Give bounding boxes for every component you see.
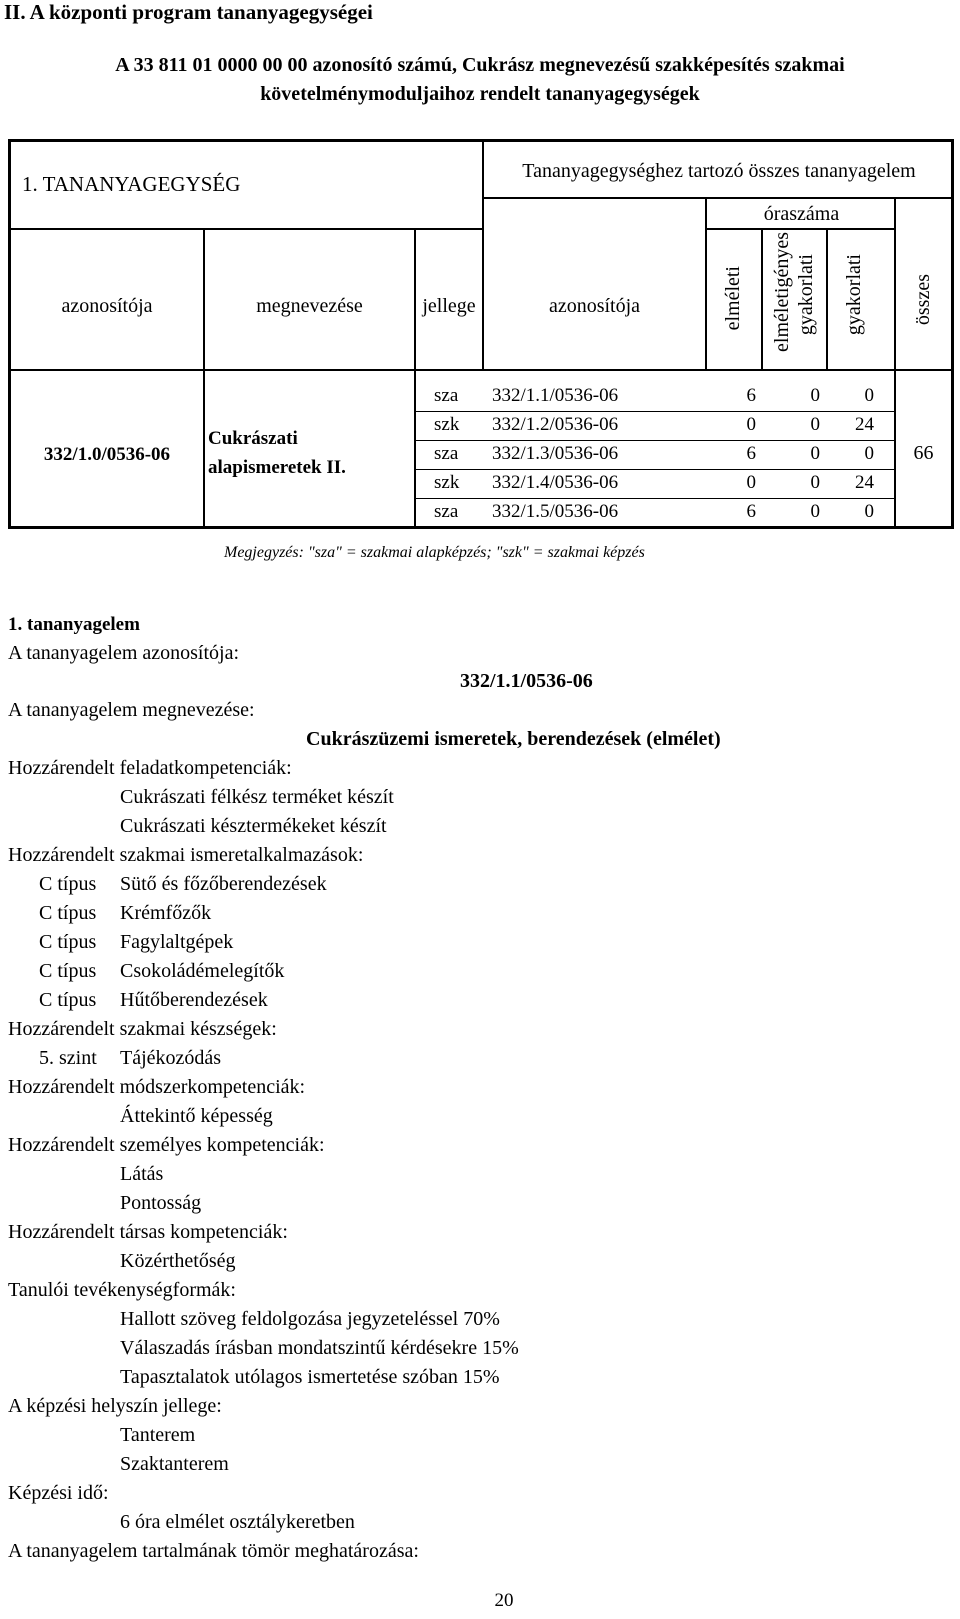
table-note: Megjegyzés: "sza" = szakmai alapképzés; "szk" = szakmai képzés [224, 544, 645, 561]
col-type: jellege [422, 295, 476, 317]
list-item: Sütő és főzőberendezések [120, 873, 327, 895]
list-item: Látás [120, 1163, 164, 1185]
list-item-level: C típus [39, 931, 97, 953]
list-item: Csokoládémelegítők [120, 960, 285, 982]
content-label: A tananyagelem tartalmának tömör meghatározása: [8, 1540, 419, 1562]
list-item-level: 5. szint [39, 1047, 97, 1069]
subtitle-line-1: A 33 811 01 0000 00 00 azonosító számú, Cukrász megnevezésű szakképesítés szakmai [115, 54, 845, 76]
list-item-level: C típus [39, 989, 97, 1011]
elements-header: Tananyagegységhez tartozó összes tananyagelem [522, 160, 916, 182]
list-item: Hallott szöveg feldolgozása jegyzeteléssel 70% [120, 1308, 500, 1330]
list-item-level: C típus [39, 902, 97, 924]
unit-id: 332/1.0/0536-06 [43, 444, 171, 465]
col-unit-name: megnevezése [256, 295, 363, 317]
list-item: Krémfőzők [120, 902, 212, 924]
hours-header: óraszáma [763, 203, 840, 225]
time-value: 6 óra elmélet osztálykeretben [120, 1511, 355, 1533]
list-item-level: C típus [39, 960, 97, 982]
col-theory-practice-2: gyakorlati [795, 254, 817, 336]
unit-title: 1. TANANYAGEGYSÉG [22, 172, 241, 196]
total-hours: 66 [913, 442, 934, 464]
location-label: A képzési helyszín jellege: [8, 1395, 222, 1417]
method-label: Hozzárendelt módszerkompetenciák: [8, 1076, 306, 1098]
activity-label: Tanulói tevékenységformák: [8, 1279, 236, 1301]
unit-name-line-2: alapismeretek II. [208, 457, 346, 478]
list-item: Tapasztalatok utólagos ismertetése szóban 15% [120, 1366, 500, 1388]
subtitle-line-2: követelménymoduljaihoz rendelt tananyagegységek [260, 83, 700, 105]
element-heading: 1. tananyagelem [8, 614, 140, 635]
knowledge-label: Hozzárendelt szakmai ismeretalkalmazások: [8, 844, 364, 866]
element-name-value: Cukrászüzemi ismeretek, berendezések (elmélet) [306, 728, 721, 750]
list-item: Közérthetőség [120, 1250, 236, 1272]
list-item: Pontosság [120, 1192, 202, 1214]
element-name-label: A tananyagelem megnevezése: [8, 699, 255, 721]
time-label: Képzési idő: [8, 1482, 109, 1504]
col-practice: gyakorlati [843, 254, 865, 336]
unit-name-line-1: Cukrászati [208, 428, 298, 449]
skills-label: Hozzárendelt szakmai készségek: [8, 1018, 277, 1040]
list-item: Áttekintő képesség [120, 1105, 273, 1127]
col-theory-practice-1: elméletigényes [771, 232, 793, 352]
list-item: Tájékozódás [120, 1047, 222, 1069]
social-label: Hozzárendelt társas kompetenciák: [8, 1221, 288, 1243]
col-theory: elméleti [722, 266, 744, 331]
personal-label: Hozzárendelt személyes kompetenciák: [8, 1134, 325, 1156]
element-id-label: A tananyagelem azonosítója: [8, 642, 240, 664]
element-id-value: 332/1.1/0536-06 [460, 670, 593, 692]
list-item: Fagylaltgépek [120, 931, 234, 953]
list-item-level: C típus [39, 873, 97, 895]
page-number: 20 [494, 1590, 514, 1611]
col-element-id: azonosítója [548, 295, 641, 317]
col-unit-id: azonosítója [61, 295, 153, 317]
section-heading: II. A központi program tananyagegységei [4, 0, 373, 24]
list-item: Hűtőberendezések [120, 989, 268, 1011]
list-item: Cukrászati félkész terméket készít [120, 786, 394, 808]
task-label: Hozzárendelt feladatkompetenciák: [8, 757, 292, 779]
list-item: Tanterem [120, 1424, 196, 1446]
list-item: Válaszadás írásban mondatszintű kérdésekre 15% [120, 1337, 519, 1359]
list-item: Cukrászati késztermékeket készít [120, 815, 387, 837]
col-total: összes [912, 274, 934, 326]
list-item: Szaktanterem [120, 1453, 229, 1475]
